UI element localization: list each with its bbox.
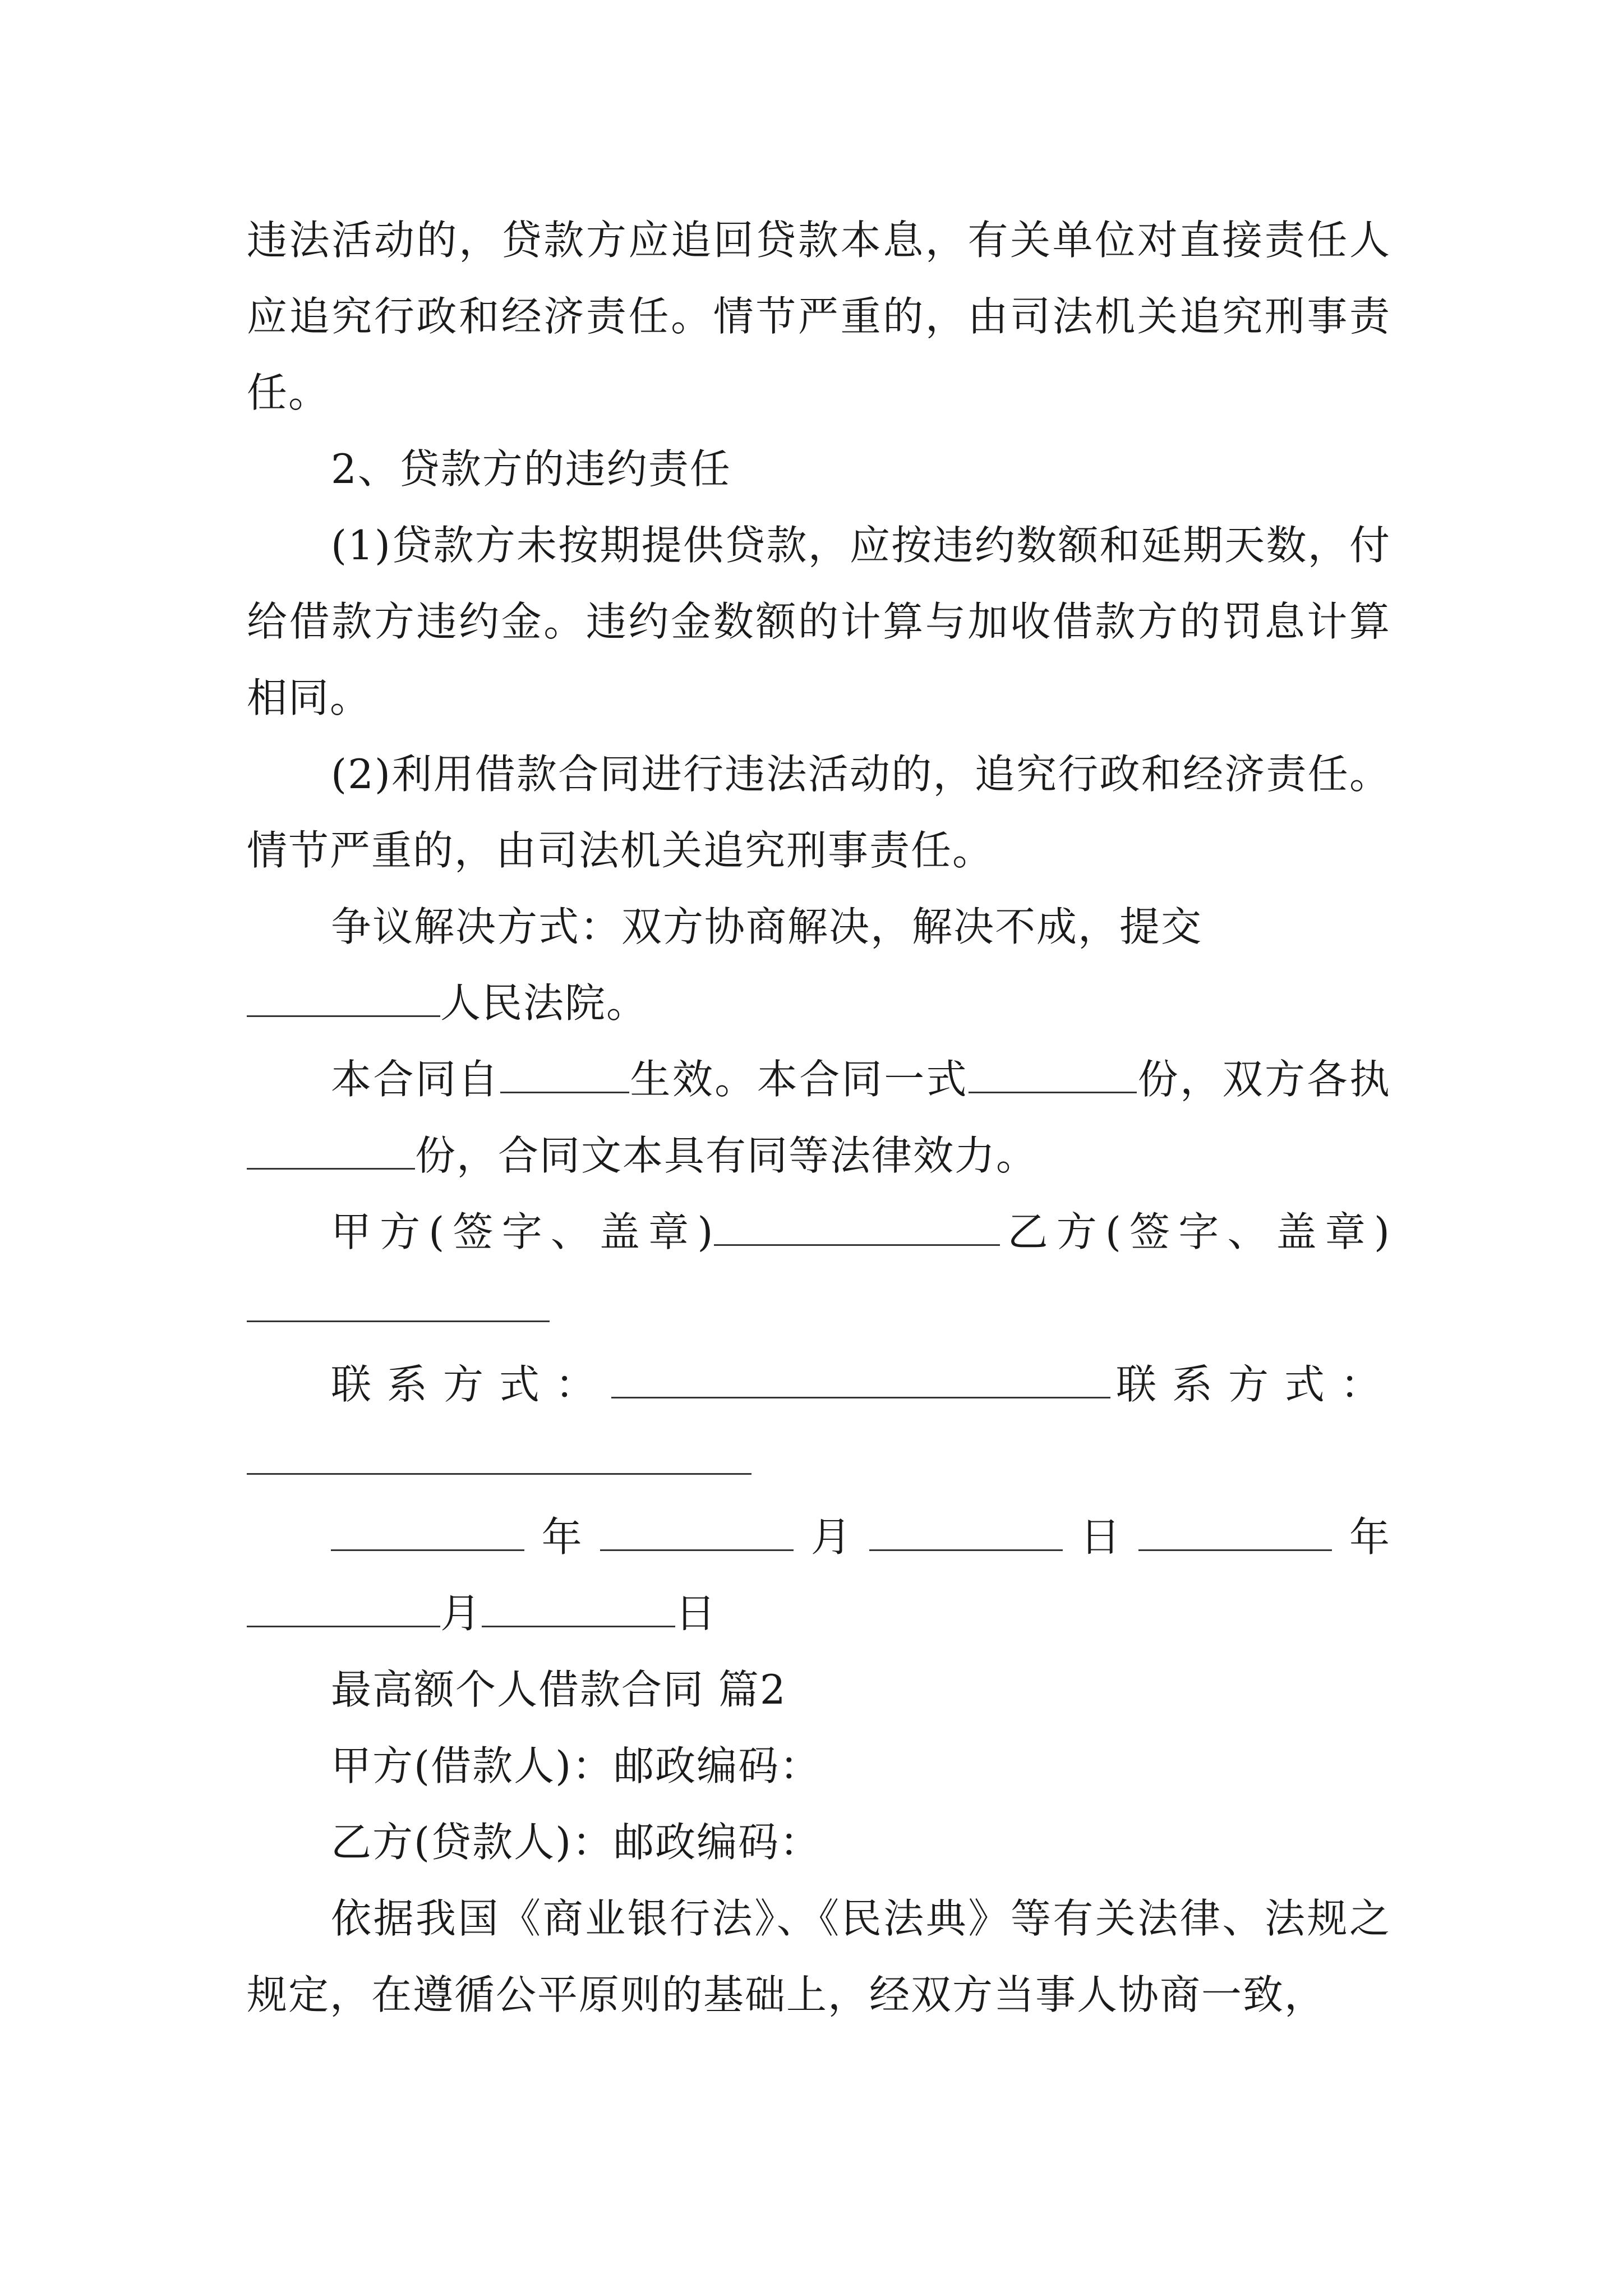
day-label-b: 日 (675, 1590, 717, 1637)
paragraph-dispute-resolution (247, 889, 1391, 1041)
day-blank-a[interactable] (869, 1510, 1063, 1551)
year-label-b: 年 (1332, 1513, 1391, 1561)
year-label-a: 年 (524, 1513, 601, 1561)
effect-text-d: 份，合同文本具有同等法律效力。 (415, 1132, 1038, 1179)
party-a-signature-label: 甲方(签字、盖章) (331, 1208, 714, 1255)
day-blank-b[interactable] (482, 1586, 675, 1627)
section-title-contract-2: 最高额个人借款合同 篇2 (331, 1666, 787, 1713)
copies-count-blank[interactable] (969, 1052, 1137, 1093)
party-b-signature-label: 乙方(签字、盖章) (1000, 1208, 1391, 1255)
document-body (247, 202, 1391, 2033)
day-label-a: 日 (1063, 1513, 1139, 1561)
year-blank-b[interactable] (1138, 1510, 1332, 1551)
section-heading-lender-liability: 2、贷款方的违约责任 (331, 445, 731, 493)
month-blank-a[interactable] (600, 1510, 794, 1551)
year-blank-a[interactable] (331, 1510, 524, 1551)
paragraph-clause-2: (2)利用借款合同进行违法活动的，追究行政和经济责任。情节严重的，由司法机关追究刑事责任。 (247, 751, 1391, 874)
dispute-text: 争议解决方式：双方协商解决，解决不成，提交 (331, 903, 1203, 950)
party-b-contact-blank[interactable] (247, 1434, 751, 1475)
paragraph-dates (247, 1499, 1391, 1651)
month-label-a: 月 (794, 1513, 870, 1561)
party-a-signature-blank[interactable] (714, 1205, 1000, 1246)
paragraph-effectiveness (247, 1041, 1391, 1194)
effect-text-a: 本合同自 (331, 1056, 500, 1103)
party-a-contact-label: 联系方式： (331, 1361, 611, 1408)
party-b-line: 乙方(贷款人)：邮政编码： (331, 1819, 822, 1866)
party-b-signature-blank[interactable] (247, 1281, 550, 1322)
paragraph-legal-basis: 依据我国《商业银行法》、《民法典》等有关法律、法规之规定，在遵循公平原则的基础上，经双方当事人协商一致， (247, 1895, 1391, 2018)
party-a-contact-blank[interactable] (611, 1358, 1110, 1398)
paragraph-clause-1: (1)贷款方未按期提供贷款，应按违约数额和延期天数，付给借款方违约金。违约金数额的计算与加收借款方的罚息计算相同。 (247, 522, 1391, 721)
party-a-line: 甲方(借款人)：邮政编码： (331, 1742, 822, 1789)
effective-date-blank[interactable] (500, 1052, 629, 1093)
effect-text-c: 份，双方各执 (1137, 1056, 1391, 1103)
paragraph-signatures (247, 1194, 1391, 1346)
court-suffix: 人民法院。 (440, 979, 648, 1027)
month-label-b: 月 (440, 1590, 482, 1637)
month-blank-b[interactable] (247, 1586, 440, 1627)
party-b-contact-label: 联系方式： (1110, 1361, 1391, 1408)
copies-each-blank[interactable] (247, 1129, 415, 1170)
court-name-blank[interactable] (247, 976, 440, 1017)
paragraph-contact (247, 1346, 1391, 1499)
paragraph-liability-continued: 违法活动的，贷款方应追回贷款本息，有关单位对直接责任人应追究行政和经济责任。情节严重的，由司法机关追究刑事责任。 (247, 217, 1391, 416)
effect-text-b: 生效。本合同一式 (629, 1056, 969, 1103)
